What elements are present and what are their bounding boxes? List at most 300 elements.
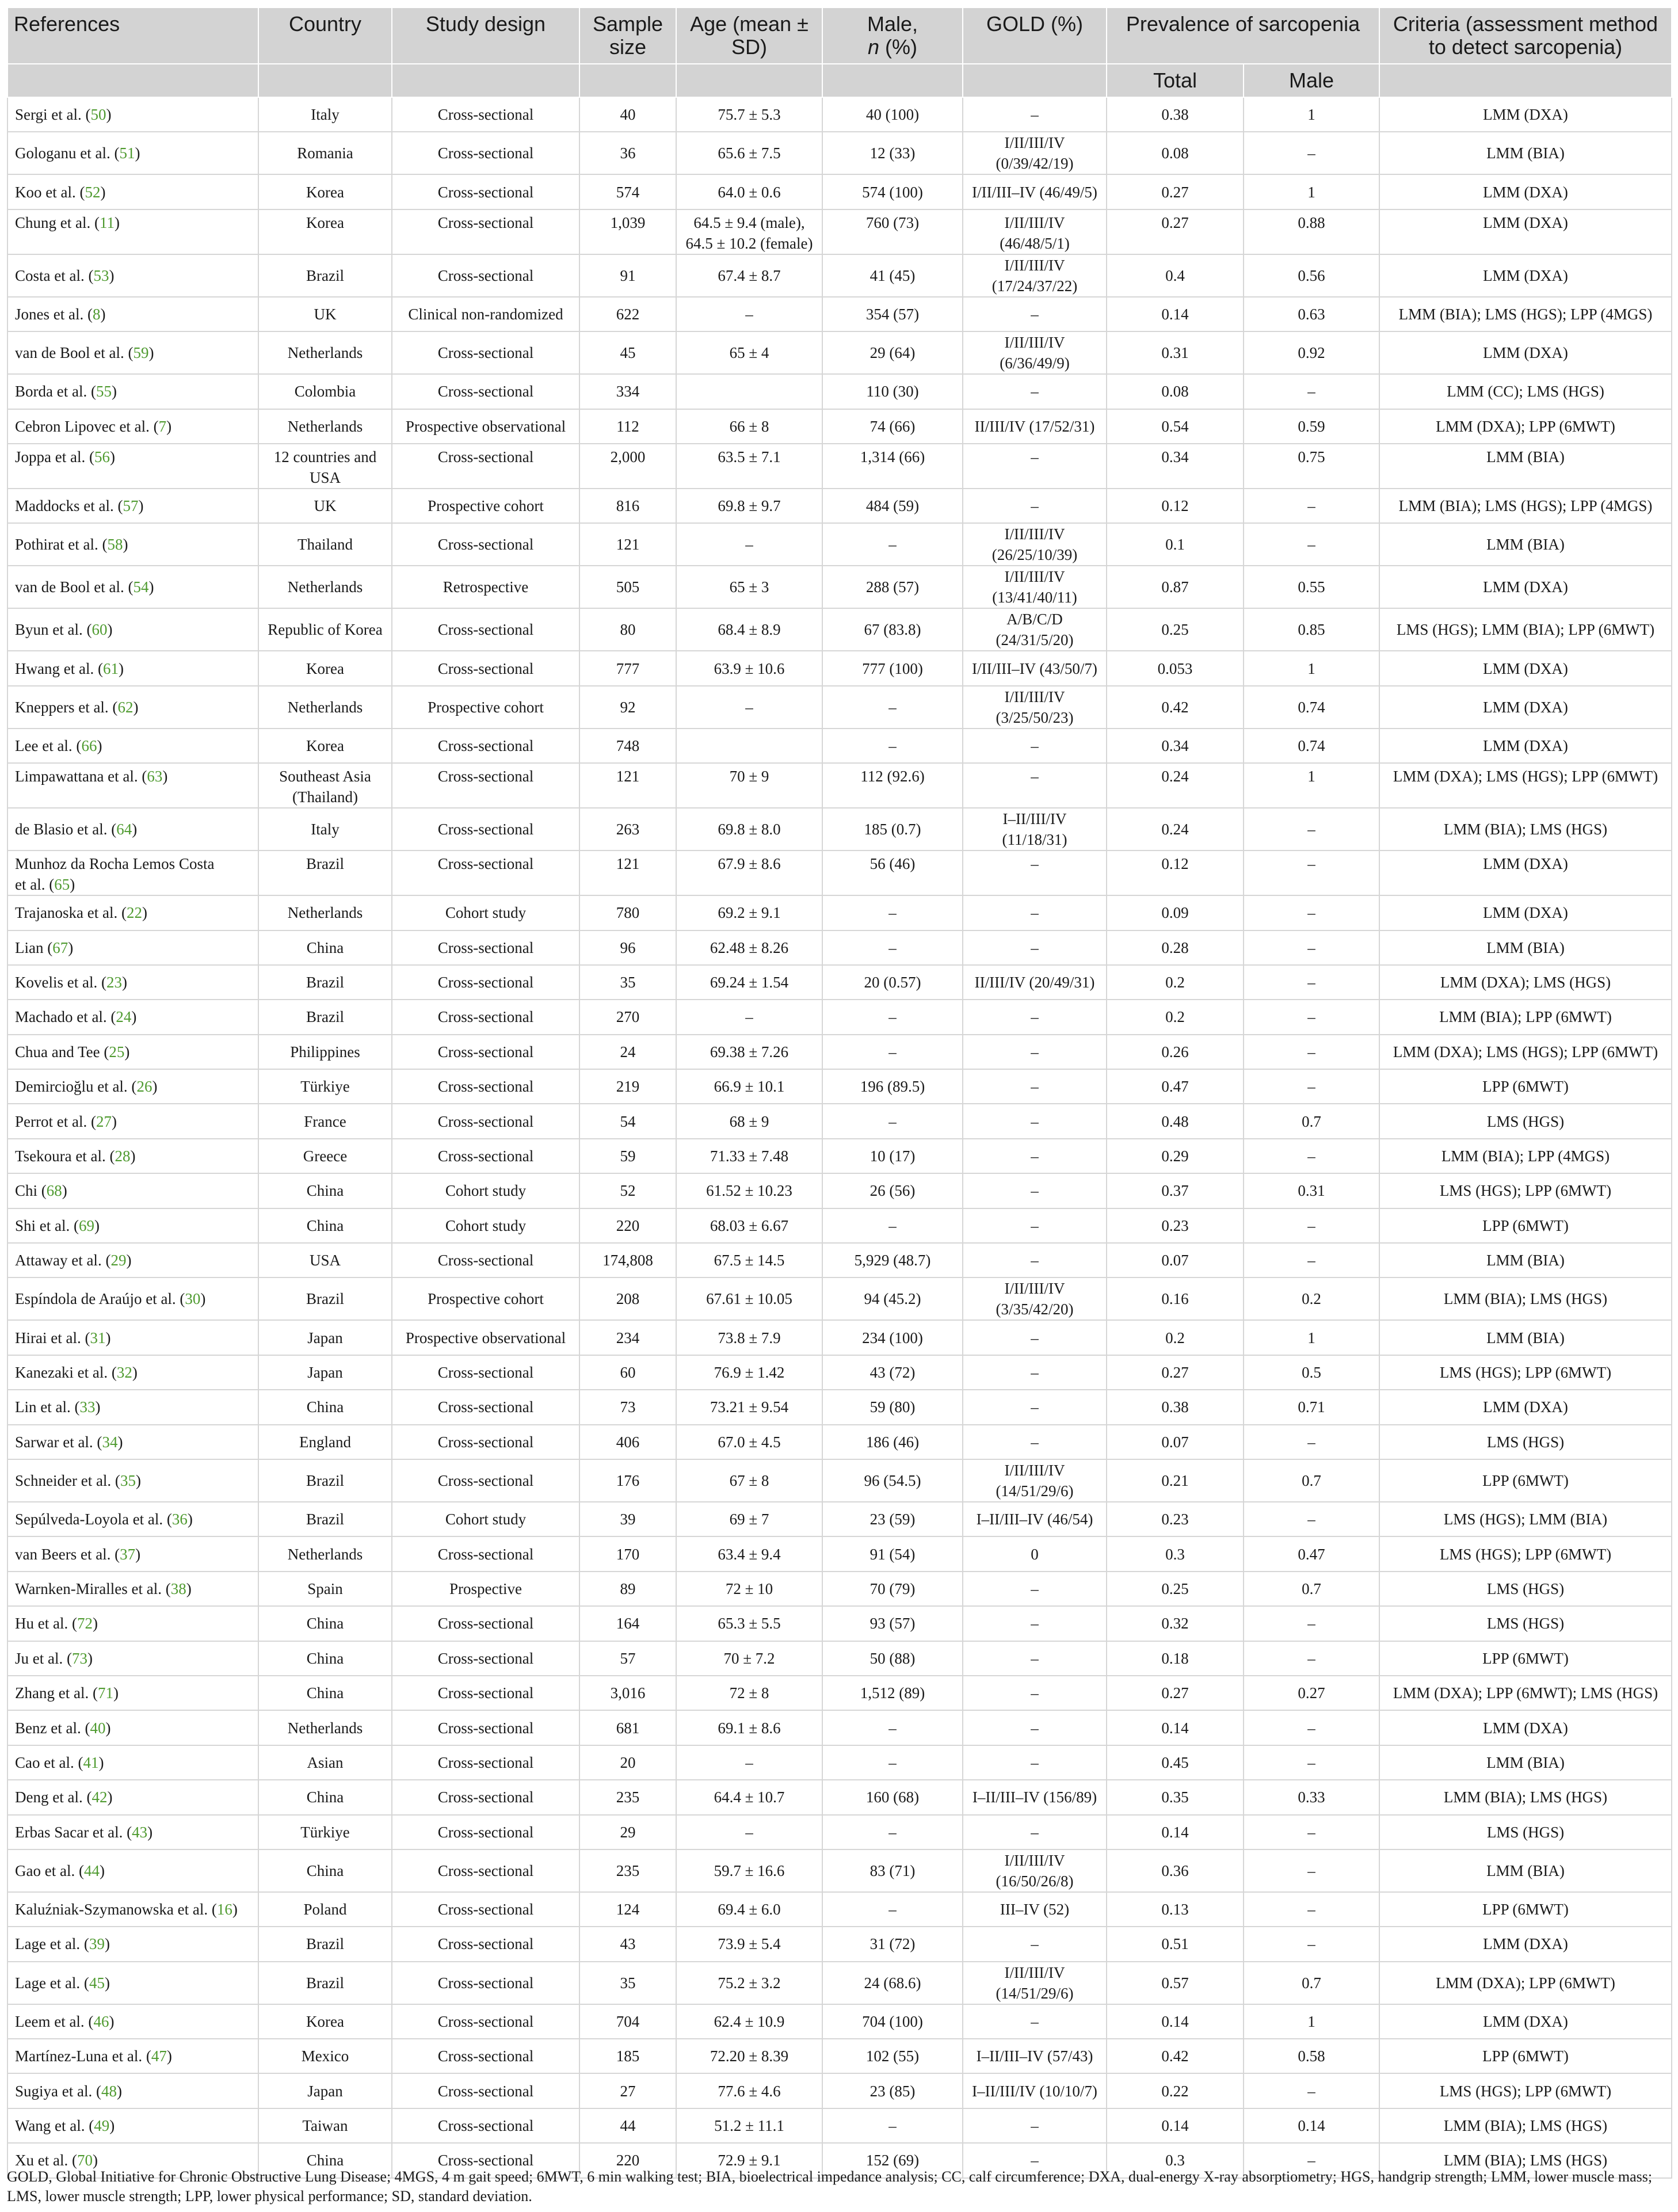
cell-gold — [963, 1139, 1107, 1173]
reference-link[interactable]: 52 — [85, 183, 101, 201]
cell-age — [676, 1572, 822, 1606]
cell-reference: Limpawattana et al. (63) — [7, 763, 258, 808]
reference-link[interactable]: 72 — [77, 1615, 93, 1633]
reference-link[interactable]: 70 — [77, 2152, 93, 2169]
reference-link[interactable]: 49 — [94, 2117, 110, 2135]
cell-country-text: Italy — [311, 821, 340, 838]
cell-design-text: Cross-sectional — [437, 1719, 534, 1737]
cell-gold — [963, 1502, 1107, 1536]
reference-link[interactable]: 43 — [132, 1823, 148, 1841]
table-header — [7, 7, 1672, 97]
cell-male-text: 234 (100) — [862, 1329, 923, 1347]
cell-gold-text: – — [1031, 497, 1039, 515]
cell-reference: van Beers et al. (37) — [7, 1536, 258, 1571]
cell-design — [392, 1208, 579, 1243]
cell-total-text: 0.26 — [1161, 1043, 1189, 1061]
cell-male — [822, 851, 963, 895]
cell-criteria — [1379, 608, 1672, 651]
cell-criteria-text: LMM (DXA); LPP (6MWT); LMS (HGS) — [1393, 1684, 1658, 1702]
reference-link[interactable]: 36 — [171, 1511, 188, 1528]
cell-design — [392, 2108, 579, 2143]
cell-male — [822, 1243, 963, 1277]
cell-design-text: Cross-sectional — [437, 1471, 534, 1489]
cell-gold-text: – — [1031, 1182, 1039, 1200]
cell-male — [822, 1390, 963, 1424]
cell-male-text: 777 (100) — [862, 659, 923, 677]
cell-male — [822, 174, 963, 209]
cell-pmale-text: 0.31 — [1298, 1182, 1325, 1200]
cell-size-text: 176 — [616, 1471, 640, 1489]
cell-pmale-text: – — [1307, 1043, 1315, 1061]
reference-link[interactable]: 67 — [52, 939, 68, 956]
cell-size — [579, 174, 676, 209]
reference-link[interactable]: 69 — [78, 1216, 94, 1234]
cell-gold — [963, 1710, 1107, 1745]
reference-link[interactable]: 16 — [216, 1901, 232, 1919]
reference-link[interactable]: 37 — [120, 1545, 136, 1563]
reference-link[interactable]: 25 — [109, 1043, 125, 1061]
cell-total-text: 0.08 — [1161, 383, 1189, 401]
cell-male — [822, 1459, 963, 1502]
cell-design — [392, 374, 579, 409]
cell-size-text: 35 — [620, 974, 636, 991]
reference-link[interactable]: 30 — [185, 1290, 201, 1308]
cell-total — [1107, 174, 1244, 209]
cell-criteria-text: LMS (HGS); LMM (BIA) — [1443, 1511, 1608, 1528]
cell-design-text: Cross-sectional — [437, 2012, 534, 2030]
cell-criteria — [1379, 209, 1672, 254]
header-blank — [963, 64, 1107, 97]
reference-link[interactable]: 40 — [90, 1719, 106, 1737]
cell-country-text: Netherlands — [287, 904, 363, 922]
reference-link[interactable]: 28 — [115, 1147, 131, 1165]
cell-total-text: 0.87 — [1161, 578, 1189, 596]
cell-gold-text: A/B/C/D (24/31/5/20) — [996, 611, 1074, 649]
cell-design — [392, 2039, 579, 2073]
cell-country-text: France — [304, 1112, 346, 1130]
reference-author: Deng et al. ( — [15, 1788, 92, 1806]
cell-total-text: 0.14 — [1161, 2012, 1189, 2030]
cell-pmale — [1244, 1536, 1379, 1571]
cell-size — [579, 1208, 676, 1243]
cell-design — [392, 1035, 579, 1069]
cell-country — [258, 1208, 392, 1243]
cell-reference: Cebron Lipovec et al. (7) — [7, 409, 258, 444]
cell-size — [579, 1676, 676, 1710]
cell-design — [392, 1173, 579, 1208]
cell-male-text: – — [888, 939, 897, 956]
reference-link[interactable]: 27 — [96, 1112, 112, 1130]
cell-design — [392, 1502, 579, 1536]
cell-criteria — [1379, 1536, 1672, 1571]
cell-pmale-text: 0.56 — [1298, 266, 1325, 284]
reference-link[interactable]: 34 — [102, 1433, 118, 1451]
reference-link[interactable]: 47 — [151, 2047, 167, 2065]
reference-link[interactable]: 54 — [133, 578, 149, 596]
cell-male — [822, 1277, 963, 1320]
cell-age — [676, 174, 822, 209]
cell-criteria-text: LMM (BIA) — [1486, 448, 1565, 466]
cell-design-text: Cross-sectional — [437, 1398, 534, 1416]
table-row — [7, 1962, 1672, 2004]
header-gold: GOLD (%) — [963, 7, 1107, 64]
cell-gold-text: – — [1031, 1364, 1039, 1381]
cell-criteria-text: LMM (DXA); LMS (HGS); LPP (6MWT) — [1393, 768, 1658, 785]
cell-male — [822, 1173, 963, 1208]
cell-gold — [963, 2073, 1107, 2108]
reference-link[interactable]: 33 — [79, 1398, 96, 1416]
cell-size — [579, 1502, 676, 1536]
cell-criteria-text: LPP (6MWT) — [1482, 1216, 1569, 1234]
cell-male — [822, 209, 963, 254]
cell-size-text: 2,000 — [610, 448, 646, 466]
reference-author: Kaluźniak-Szymanowska et al. ( — [15, 1901, 217, 1919]
cell-total-text: 0.27 — [1161, 213, 1189, 231]
cell-male-text: 185 (0.7) — [864, 821, 921, 838]
cell-age — [676, 1459, 822, 1502]
header-male-prefix: Male, — [867, 12, 918, 36]
cell-design-text: Prospective cohort — [428, 698, 544, 716]
cell-design — [392, 729, 579, 763]
cell-gold-text: II/III/IV (17/52/31) — [974, 417, 1095, 435]
cell-age-text: – — [745, 1753, 753, 1771]
cell-criteria-text: LMM (DXA); LMS (HGS); LPP (6MWT) — [1393, 1043, 1658, 1061]
reference-link[interactable]: 53 — [93, 266, 109, 284]
reference-link[interactable]: 73 — [71, 1649, 87, 1667]
cell-pmale-text: – — [1307, 1511, 1315, 1528]
table-row — [7, 254, 1672, 297]
cell-reference: Chua and Tee (25) — [7, 1035, 258, 1069]
cell-total-text: 0.08 — [1161, 144, 1189, 162]
cell-male-text: 160 (68) — [865, 1788, 920, 1806]
cell-total-text: 0.54 — [1161, 417, 1189, 435]
cell-design-text: Cross-sectional — [437, 1112, 534, 1130]
reference-link[interactable]: 29 — [110, 1252, 127, 1269]
cell-country — [258, 297, 392, 331]
reference-author: Gologanu et al. ( — [15, 144, 120, 162]
cell-age — [676, 763, 822, 808]
cell-size — [579, 297, 676, 331]
cell-total — [1107, 1173, 1244, 1208]
cell-country — [258, 1780, 392, 1814]
reference-link[interactable]: 41 — [83, 1753, 99, 1771]
reference-link[interactable]: 48 — [101, 2082, 117, 2100]
cell-country-text: Netherlands — [287, 417, 363, 435]
cell-male — [822, 1425, 963, 1459]
cell-male — [822, 1355, 963, 1390]
reference-link[interactable]: 68 — [46, 1182, 62, 1200]
cell-total-text: 0.12 — [1161, 855, 1189, 873]
cell-size — [579, 331, 676, 374]
reference-author: Espíndola de Araújo et al. ( — [15, 1290, 185, 1308]
table-row — [7, 1208, 1672, 1243]
reference-link[interactable]: 11 — [99, 213, 115, 231]
cell-pmale-text: – — [1307, 1147, 1315, 1165]
cell-male — [822, 1849, 963, 1892]
cell-age-text: 73.9 ± 5.4 — [718, 1935, 781, 1953]
cell-age-text: 51.2 ± 11.1 — [714, 2117, 784, 2135]
cell-age-text: 69 ± 7 — [729, 1511, 769, 1528]
reference-link[interactable]: 66 — [81, 737, 97, 754]
cell-gold-text: II/III/IV (20/49/31) — [974, 974, 1095, 991]
reference-link[interactable]: 61 — [102, 659, 119, 677]
cell-gold-text: – — [1031, 768, 1039, 785]
reference-link[interactable]: 64 — [116, 821, 132, 838]
header-male-suffix: (%) — [885, 35, 918, 59]
cell-criteria-text: LMM (DXA) — [1483, 904, 1568, 922]
cell-size — [579, 1277, 676, 1320]
cell-size-text: 91 — [620, 266, 636, 284]
cell-country-text: China — [306, 1216, 344, 1234]
cell-design — [392, 1606, 579, 1641]
cell-size — [579, 1780, 676, 1814]
cell-design-text: Prospective observational — [405, 417, 566, 435]
cell-size-text: 816 — [616, 497, 640, 515]
reference-author: Wang et al. ( — [15, 2117, 94, 2135]
cell-age — [676, 132, 822, 174]
cell-criteria — [1379, 1425, 1672, 1459]
cell-age-text: 65 ± 3 — [729, 578, 769, 596]
cell-criteria — [1379, 729, 1672, 763]
cell-criteria-text: LMM (BIA); LMS (HGS); LPP (4MGS) — [1398, 497, 1653, 515]
reference-link[interactable]: 50 — [90, 106, 106, 124]
cell-country — [258, 1927, 392, 1961]
cell-criteria-text: LMM (DXA) — [1483, 578, 1568, 596]
cell-age — [676, 1139, 822, 1173]
table-row — [7, 174, 1672, 209]
cell-size — [579, 651, 676, 685]
reference-author: Chi ( — [15, 1182, 47, 1200]
reference-link[interactable]: 26 — [136, 1078, 152, 1096]
table-row — [7, 444, 1672, 489]
reference-author: Demircioğlu et al. ( — [15, 1078, 137, 1096]
cell-age-text: 64.4 ± 10.7 — [714, 1788, 785, 1806]
cell-size — [579, 409, 676, 444]
reference-link[interactable]: 31 — [90, 1329, 106, 1347]
table-row — [7, 965, 1672, 1000]
reference-author: de Blasio et al. ( — [15, 821, 117, 838]
cell-design-text: Cross-sectional — [437, 2047, 534, 2065]
reference-link[interactable]: 60 — [91, 621, 108, 639]
cell-criteria-text: LMS (HGS); LPP (6MWT) — [1439, 1364, 1612, 1381]
cell-criteria-text: LMS (HGS); LMM (BIA); LPP (6MWT) — [1396, 621, 1655, 639]
reference-link[interactable]: 46 — [93, 2012, 109, 2030]
cell-age-text: 73.21 ± 9.54 — [710, 1398, 789, 1416]
cell-pmale-text: – — [1307, 144, 1315, 162]
cell-reference: Benz et al. (40) — [7, 1710, 258, 1745]
cell-gold-text: – — [1031, 448, 1039, 466]
cell-male-text: – — [888, 1008, 897, 1026]
cell-size — [579, 1173, 676, 1208]
table-row — [7, 608, 1672, 651]
cell-criteria-text: LMS (HGS); LPP (6MWT) — [1439, 1182, 1612, 1200]
cell-reference: Erbas Sacar et al. (43) — [7, 1815, 258, 1849]
cell-criteria-text: LMM (DXA) — [1483, 213, 1568, 231]
cell-age-text: 69.4 ± 6.0 — [718, 1901, 781, 1919]
cell-size-text: 622 — [616, 305, 640, 323]
cell-criteria-text: LMM (DXA) — [1483, 266, 1568, 284]
cell-design-text: Cross-sectional — [437, 1043, 534, 1061]
cell-criteria-text: LMM (BIA); LMS (HGS) — [1443, 1788, 1608, 1806]
reference-link[interactable]: 58 — [107, 536, 123, 554]
cell-male-text: 94 (45.2) — [864, 1290, 921, 1308]
cell-total — [1107, 608, 1244, 651]
cell-pmale — [1244, 2108, 1379, 2143]
cell-reference: Chi (68) — [7, 1173, 258, 1208]
reference-link[interactable]: 22 — [126, 904, 142, 922]
cell-total-text: 0.053 — [1157, 659, 1193, 677]
cell-reference: Xu et al. (70) — [7, 2143, 258, 2177]
cell-design-text: Cross-sectional — [437, 821, 534, 838]
reference-link[interactable]: 57 — [123, 497, 139, 515]
cell-male-text: – — [888, 737, 897, 754]
cell-criteria — [1379, 444, 1672, 489]
cell-age-text: 59.7 ± 16.6 — [714, 1862, 785, 1879]
reference-link[interactable]: 55 — [96, 383, 112, 401]
cell-age — [676, 1243, 822, 1277]
cell-criteria-text: LMM (DXA) — [1483, 855, 1568, 873]
cell-country — [258, 1962, 392, 2004]
reference-link[interactable]: 71 — [97, 1684, 113, 1702]
cell-size — [579, 2073, 676, 2108]
cell-criteria-text: LMS (HGS) — [1486, 1112, 1565, 1130]
cell-design-text: Prospective cohort — [428, 497, 544, 515]
cell-size — [579, 763, 676, 808]
cell-total — [1107, 1425, 1244, 1459]
cell-gold — [963, 808, 1107, 851]
cell-total — [1107, 1243, 1244, 1277]
cell-size-text: 170 — [616, 1545, 640, 1563]
cell-male-text: – — [888, 1216, 897, 1234]
cell-country-text: Republic of Korea — [268, 621, 383, 639]
reference-link[interactable]: 45 — [89, 1974, 105, 1992]
reference-link[interactable]: 44 — [83, 1862, 100, 1879]
cell-gold-text: I–II/III/IV (11/18/31) — [1002, 810, 1067, 849]
cell-country-text: China — [306, 1788, 344, 1806]
reference-link[interactable]: 62 — [117, 698, 134, 716]
cell-size — [579, 1745, 676, 1780]
cell-design — [392, 1745, 579, 1780]
cell-male-text: 43 (72) — [869, 1364, 916, 1381]
cell-country-text: China — [306, 1398, 344, 1416]
cell-size — [579, 1243, 676, 1277]
cell-total — [1107, 1035, 1244, 1069]
cell-male — [822, 808, 963, 851]
cell-design — [392, 566, 579, 608]
cell-pmale-text: 0.5 — [1302, 1364, 1321, 1381]
reference-link[interactable]: 51 — [119, 144, 135, 162]
cell-criteria-text: LMM (DXA); LPP (6MWT) — [1436, 417, 1615, 435]
cell-criteria-text: LMM (BIA) — [1486, 536, 1565, 554]
cell-design — [392, 1000, 579, 1034]
reference-link[interactable]: 56 — [94, 448, 110, 466]
cell-male-text: 760 (73) — [865, 213, 920, 231]
cell-total — [1107, 1355, 1244, 1390]
cell-design-text: Cohort study — [445, 1216, 527, 1234]
cell-size — [579, 566, 676, 608]
cell-country-text: Spain — [307, 1580, 343, 1597]
cell-male-text: 56 (46) — [869, 855, 916, 873]
cell-country-text: Southeast Asia — [279, 768, 371, 785]
reference-link[interactable]: 23 — [106, 974, 122, 991]
cell-size — [579, 930, 676, 965]
cell-total — [1107, 1104, 1244, 1138]
cell-pmale — [1244, 1459, 1379, 1502]
cell-size — [579, 1572, 676, 1606]
table-row — [7, 1277, 1672, 1320]
cell-criteria-text: LMM (DXA) — [1483, 1935, 1568, 1953]
reference-link[interactable]: 38 — [170, 1580, 186, 1597]
cell-country — [258, 851, 392, 895]
cell-age-text: 63.4 ± 9.4 — [718, 1545, 781, 1563]
header-blank — [258, 64, 392, 97]
reference-link[interactable]: 8 — [92, 305, 101, 323]
cell-age — [676, 1780, 822, 1814]
cell-total-text: 0.1 — [1165, 536, 1185, 554]
table-row — [7, 2039, 1672, 2073]
reference-link[interactable]: 65 — [54, 876, 70, 894]
reference-link[interactable]: 32 — [116, 1364, 132, 1381]
cell-design-text: Cross-sectional — [437, 1935, 534, 1953]
header-references: References — [7, 7, 258, 64]
reference-author: Lee et al. ( — [15, 737, 82, 754]
cell-criteria — [1379, 1849, 1672, 1892]
cell-criteria — [1379, 651, 1672, 685]
reference-link[interactable]: 39 — [89, 1935, 105, 1953]
cell-gold-text: – — [1031, 1112, 1039, 1130]
reference-link[interactable]: 59 — [133, 344, 149, 362]
reference-author: Cao et al. ( — [15, 1753, 83, 1771]
cell-male — [822, 2039, 963, 2073]
reference-link[interactable]: 24 — [116, 1008, 132, 1026]
cell-reference: Chung et al. (11) — [7, 209, 258, 254]
cell-pmale — [1244, 1069, 1379, 1104]
cell-total — [1107, 1069, 1244, 1104]
cell-design — [392, 651, 579, 685]
cell-size — [579, 1139, 676, 1173]
cell-design-text: Cohort study — [445, 904, 527, 922]
cell-age — [676, 254, 822, 297]
cell-gold — [963, 174, 1107, 209]
reference-link[interactable]: 35 — [120, 1471, 136, 1489]
cell-total — [1107, 523, 1244, 566]
cell-total — [1107, 254, 1244, 297]
cell-criteria — [1379, 2004, 1672, 2039]
cell-gold-text: – — [1031, 904, 1039, 922]
reference-link[interactable]: 63 — [147, 768, 163, 785]
cell-criteria — [1379, 1606, 1672, 1641]
cell-criteria-text: LMM (CC); LMS (HGS) — [1447, 383, 1604, 401]
table-row — [7, 1502, 1672, 1536]
table-row — [7, 1641, 1672, 1676]
reference-link[interactable]: 7 — [158, 417, 167, 435]
cell-gold-text: – — [1031, 1935, 1039, 1953]
cell-size-text: 406 — [616, 1433, 640, 1451]
cell-pmale-text: 0.27 — [1298, 1684, 1325, 1702]
cell-total — [1107, 1780, 1244, 1814]
cell-criteria — [1379, 409, 1672, 444]
cell-male-text: 1,314 (66) — [860, 448, 925, 466]
cell-age — [676, 1208, 822, 1243]
cell-design-text: Cross-sectional — [437, 659, 534, 677]
cell-total — [1107, 2108, 1244, 2143]
cell-country — [258, 1173, 392, 1208]
cell-male-text: – — [888, 1719, 897, 1737]
cell-country-text: Netherlands — [287, 698, 363, 716]
reference-link[interactable]: 42 — [91, 1788, 108, 1806]
cell-male-text: 70 (79) — [869, 1580, 916, 1597]
cell-age — [676, 1035, 822, 1069]
